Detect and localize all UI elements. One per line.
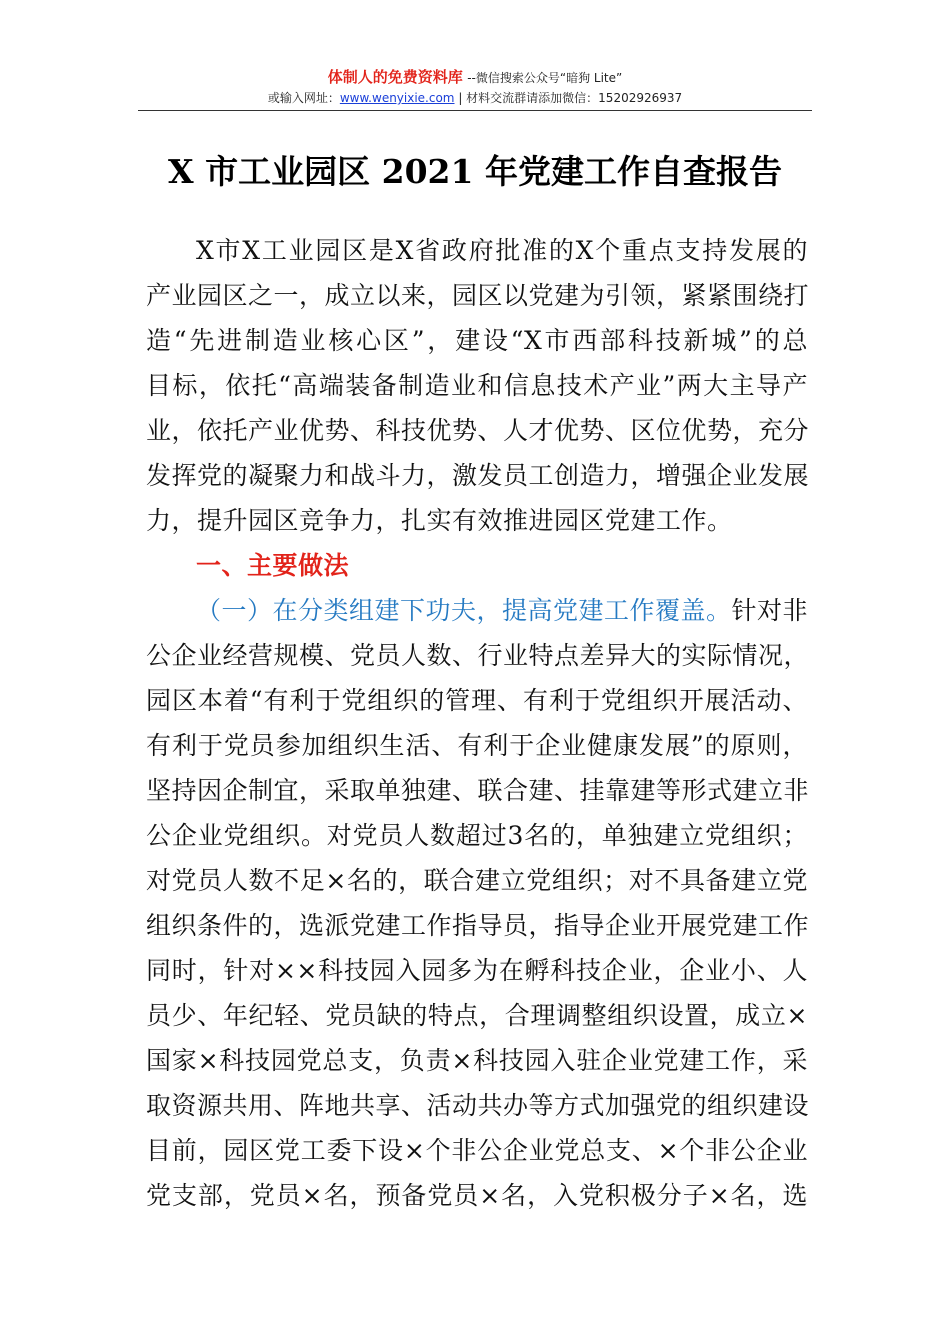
paragraph-line: 发挥党的凝聚力和战斗力，激发员工创造力，增强企业发展	[146, 461, 810, 490]
subsection-line	[146, 588, 808, 633]
paragraph-line: 目前，园区党工委下设×个非公企业党总支、×个非公企业	[146, 1136, 808, 1165]
paragraph-line: 员少、年纪轻、党员缺的特点，合理调整组织设置，成立×	[146, 1001, 808, 1030]
header-line-brand	[0, 66, 950, 89]
contact-info: | 材料交流群请添加微信：15202926937	[454, 91, 683, 105]
paragraph-line: 有利于党员参加组织生活、有利于企业健康发展”的原则，	[146, 731, 808, 760]
brand-tagline: --微信搜索公众号“暗狗 Lite”	[467, 71, 623, 85]
paragraph-line: X市X工业园区是X省政府批准的X个重点支持发展的	[196, 236, 808, 265]
header-divider	[138, 110, 812, 111]
url-prefix: 或输入网址：	[267, 91, 340, 105]
paragraph-line: 目标，依托“高端装备制造业和信息技术产业”两大主导产	[146, 371, 808, 400]
paragraph-line: 产业园区之一，成立以来，园区以党建为引领，紧紧围绕打	[146, 281, 810, 310]
subsection-heading: （一）在分类组建下功夫，提高党建工作覆盖。	[196, 596, 732, 625]
paragraph-line: 造“先进制造业核心区”，建设“X市西部科技新城”的总	[146, 326, 808, 355]
header-line-contact	[0, 89, 950, 107]
watermark-header	[0, 66, 950, 107]
paragraph-line: 同时，针对××科技园入园多为在孵科技企业，企业小、人	[146, 956, 808, 985]
website-link[interactable]: www.wenyixie.com	[339, 91, 455, 105]
paragraph-line: 园区本着“有利于党组织的管理、有利于党组织开展活动、	[146, 686, 808, 715]
paragraph-line: 坚持因企制宜，采取单独建、联合建、挂靠建等形式建立非	[146, 776, 810, 805]
paragraph-line: 公企业经营规模、党员人数、行业特点差异大的实际情况，	[146, 641, 810, 670]
paragraph-line: 对党员人数不足×名的，联合建立党组织；对不具备建立党	[146, 866, 808, 895]
paragraph-line: 党支部，党员×名，预备党员×名，入党积极分子×名，选	[146, 1181, 808, 1210]
brand-name: 体制人的免费资料库	[327, 68, 463, 86]
paragraph-line: 业，依托产业优势、科技优势、人才优势、区位优势，充分	[146, 416, 810, 445]
document-title: X 市工业园区 2021 年党建工作自查报告	[168, 152, 782, 191]
paragraph-line: 组织条件的，选派党建工作指导员，指导企业开展党建工作	[146, 911, 810, 940]
section-heading: 一、主要做法	[196, 551, 350, 580]
paragraph-line: 公企业党组织。对党员人数超过3名的，单独建立党组织；	[146, 821, 808, 850]
paragraph-line: 取资源共用、阵地共享、活动共办等方式加强党的组织建设	[146, 1091, 810, 1120]
document-body	[146, 228, 808, 1218]
paragraph-line: 力，提升园区竞争力，扎实有效推进园区党建工作。	[146, 506, 733, 535]
subsection-lead: 针对非	[731, 596, 809, 625]
paragraph-line: 国家×科技园党总支，负责×科技园入驻企业党建工作，采	[146, 1046, 808, 1075]
